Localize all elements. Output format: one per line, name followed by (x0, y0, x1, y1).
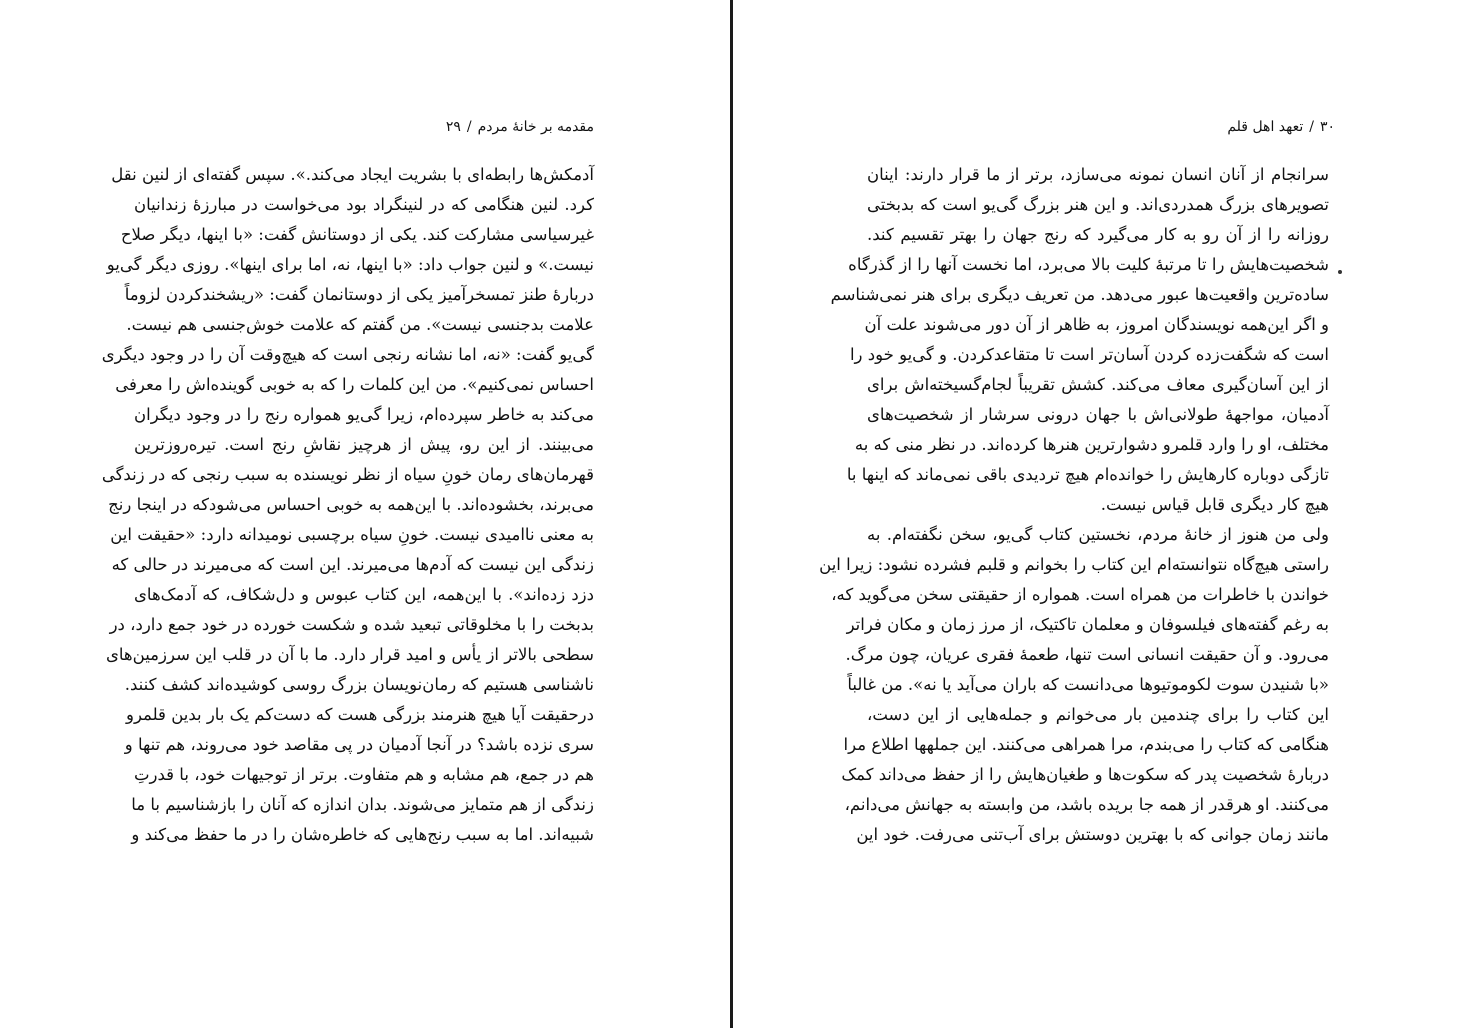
text-line: شخصیت‌هایش را تا مرتبهٔ کلیت بالا می‌برد، اما نخست آنها را از گذرگاه (848, 255, 1329, 274)
text-line: ساده‌ترین واقعیت‌ها عبور می‌دهد. من تعریف دیگری برای هنر نمی‌شناسم (830, 285, 1329, 304)
left-running-header (446, 117, 594, 137)
left-header-title: مقدمه بر خانهٔ مردم (477, 119, 594, 135)
text-line: نیست.» و لنین جواب داد: «با اینها، نه، اما برای اینها». روزی دیگر گی‌یو (106, 255, 594, 274)
left-body-text (101, 160, 594, 850)
text-line: آدمیان، مواجههٔ طولانی‌اش با جهان درونی سرشار از شخصیت‌های (867, 405, 1329, 424)
text-line: هم در جمع، هم مشابه و هم متفاوت. برتر از توجیهات خود، با قدرتِ (134, 765, 594, 784)
text-line: و اگر این‌همه نویسندگان امروز، به ظاهر از آن دور می‌شوند علت آن (864, 315, 1329, 334)
text-line: زندگی این نیست که آدم‌ها می‌میرند. این است که می‌میرند در حالی که (111, 555, 594, 574)
margin-bullet-mark (1338, 270, 1342, 274)
text-line: می‌رود. و آن حقیقت انسانی است تنها، طعمهٔ فقری عریان، چون مرگ. (845, 645, 1329, 664)
text-line: می‌کنند. او هرقدر از همه جا بریده باشد، من وابسته به جهانش می‌دانم، (844, 795, 1329, 814)
text-line: این کتاب را برای چندمین بار می‌خوانم و جمله‌هایی از این دست، (867, 705, 1329, 724)
text-line: به معنی ناامیدی نیست. خونِ سیاه برچسبی نومیدانه دارد: «حقیقت این (110, 525, 594, 544)
text-line: زندگی از هم متمایز می‌شوند. بدان اندازه که آنان را بازشناسیم با ما (131, 795, 594, 814)
text-line: راستی هیچ‌گاه نتوانسته‌ام این کتاب را بخوانم و قلبم فشرده نشود: زیرا این (819, 555, 1329, 574)
text-line: مختلف، او را وارد قلمرو دشوارترین هنرها کرده‌اند. در نظر منی که به (854, 435, 1329, 454)
right-header-title: تعهد اهل قلم (1227, 119, 1304, 135)
text-line: دزد زده‌اند». با این‌همه، این کتاب عبوس و دل‌شکاف، که آدمک‌های (134, 585, 594, 604)
text-line: تصویرهای بزرگ همدردی‌اند. و این هنر بزرگ گی‌یو است که بدبختی (867, 195, 1329, 214)
text-line: سرانجام از آنان انسان نمونه می‌سازد، برتر از ما قرار دارند: اینان (867, 165, 1329, 184)
text-line: است که شگفت‌زده کردن آسان‌تر است تا متقاعدکردن. و گی‌یو خود را (849, 345, 1329, 364)
text-line: می‌کند به خاطر سپرده‌ام، زیرا گی‌یو همواره رنج را در وجود دیگران (134, 405, 594, 424)
text-line: سری نزده باشد؟ در آنجا آدمیان در پی مقاصد خود می‌روند، هم تنها و (124, 735, 594, 754)
text-line: ناشناسی هستیم که رمان‌نویسان بزرگ روسی کوشیده‌اند کشف کنند. (124, 675, 594, 694)
text-line: می‌بینند. از این رو، پیش از هرچیز نقاشِ رنج است. تیره‌روزترین (134, 435, 594, 454)
text-line: مانند زمان جوانی که با بهترین دوستش برای آب‌تنی می‌رفت. خود این (856, 825, 1329, 844)
text-line: سطحی بالاتر از یأس و امید قرار دارد. ما با آن در قلب این سرزمین‌های (105, 645, 594, 664)
text-line: از این آسان‌گیری معاف می‌کند. کشش تقریباً لجام‌گسیخته‌اش برای (867, 375, 1329, 394)
text-line: هیچ کار دیگری قابل قیاس نیست. (1100, 495, 1329, 514)
text-line: به رغم گفته‌های فیلسوفان و معلمان تاکتیک، از مرز زمان و مکان فراتر (846, 615, 1329, 634)
text-line: بدبخت را با مخلوقاتی تبعید شده و شکست خورده در خود جمع دارد، در (109, 615, 594, 634)
text-line: گی‌یو گفت: «نه، اما نشانه رنجی است که هیچ‌وقت آن را در وجود دیگری (101, 345, 594, 364)
text-line: علامت بدجنسی نیست». من گفتم که علامت خوش‌جنسی هم نیست. (126, 315, 594, 334)
text-line: هنگامی که کتاب را می‌بندم، مرا همراهی می‌کنند. این جملهها اطلاع مرا (843, 735, 1329, 754)
text-line: غیرسیاسی مشارکت کند. یکی از دوستانش گفت: «با اینها، دیگر صلاح (120, 225, 594, 244)
right-running-header (1227, 117, 1335, 137)
text-line: دربارهٔ شخصیت پدر که سکوت‌ها و طغیان‌هایش را از حفظ می‌داند کمک (841, 765, 1329, 784)
text-line: قهرمان‌های رمان خونِ سیاه از نظر نویسنده به سبب رنجی که در زندگی (101, 465, 594, 484)
text-line: «با شنیدن سوت لکوموتیوها می‌دانست که باران می‌آید یا نه». من غالباً (847, 675, 1329, 694)
right-page (733, 0, 1462, 1028)
text-line: درحقیقت آیا هیچ هنرمند بزرگی هست که دست‌کم یک بار بدین قلمرو (125, 705, 594, 724)
left-page-number: ۲۹ (445, 119, 461, 135)
right-page-number: ۳۰ (1319, 119, 1335, 135)
text-line: تازگی دوباره کارهایش را خوانده‌ام هیچ تردیدی باقی نمی‌ماند که اینها با (846, 465, 1329, 484)
text-line: کرد. لنین هنگامی که در لنینگراد بود می‌خواست در مبارزهٔ زندانیان (134, 195, 594, 214)
right-header-separator: / (1309, 119, 1314, 135)
left-header-separator: / (466, 119, 472, 135)
text-line: روزانه را از آن رو به کار می‌گیرد که رنج جهان را بهتر تقسیم کند. (867, 225, 1329, 244)
text-line: خواندن با خاطرات من همراه است. همواره از حقیقتی سخن می‌گوید که، (831, 585, 1329, 604)
text-line: دربارهٔ طنز تمسخرآمیز یکی از دوستانمان گفت: «ریشخندکردن لزوماً (124, 285, 594, 304)
text-line: آدمکش‌ها رابطه‌ای با بشریت ایجاد می‌کند.». سپس گفته‌ای از لنین نقل (111, 165, 594, 184)
text-line: ولی من هنوز از خانهٔ مردم، نخستین کتاب گی‌یو، سخن نگفته‌ام. به (867, 525, 1329, 544)
text-line: شبیه‌اند. اما به سبب رنج‌هایی که خاطره‌شان را در ما حفظ می‌کند و (131, 825, 594, 844)
text-line: می‌برند، بخشوده‌اند. با این‌همه به خوبی احساس می‌شودکه در اینجا رنج (108, 495, 594, 514)
text-line: احساس نمی‌کنیم». من این کلمات را که به خوبی گوینده‌اش را معرفی (115, 375, 594, 394)
right-body-text (819, 160, 1329, 850)
